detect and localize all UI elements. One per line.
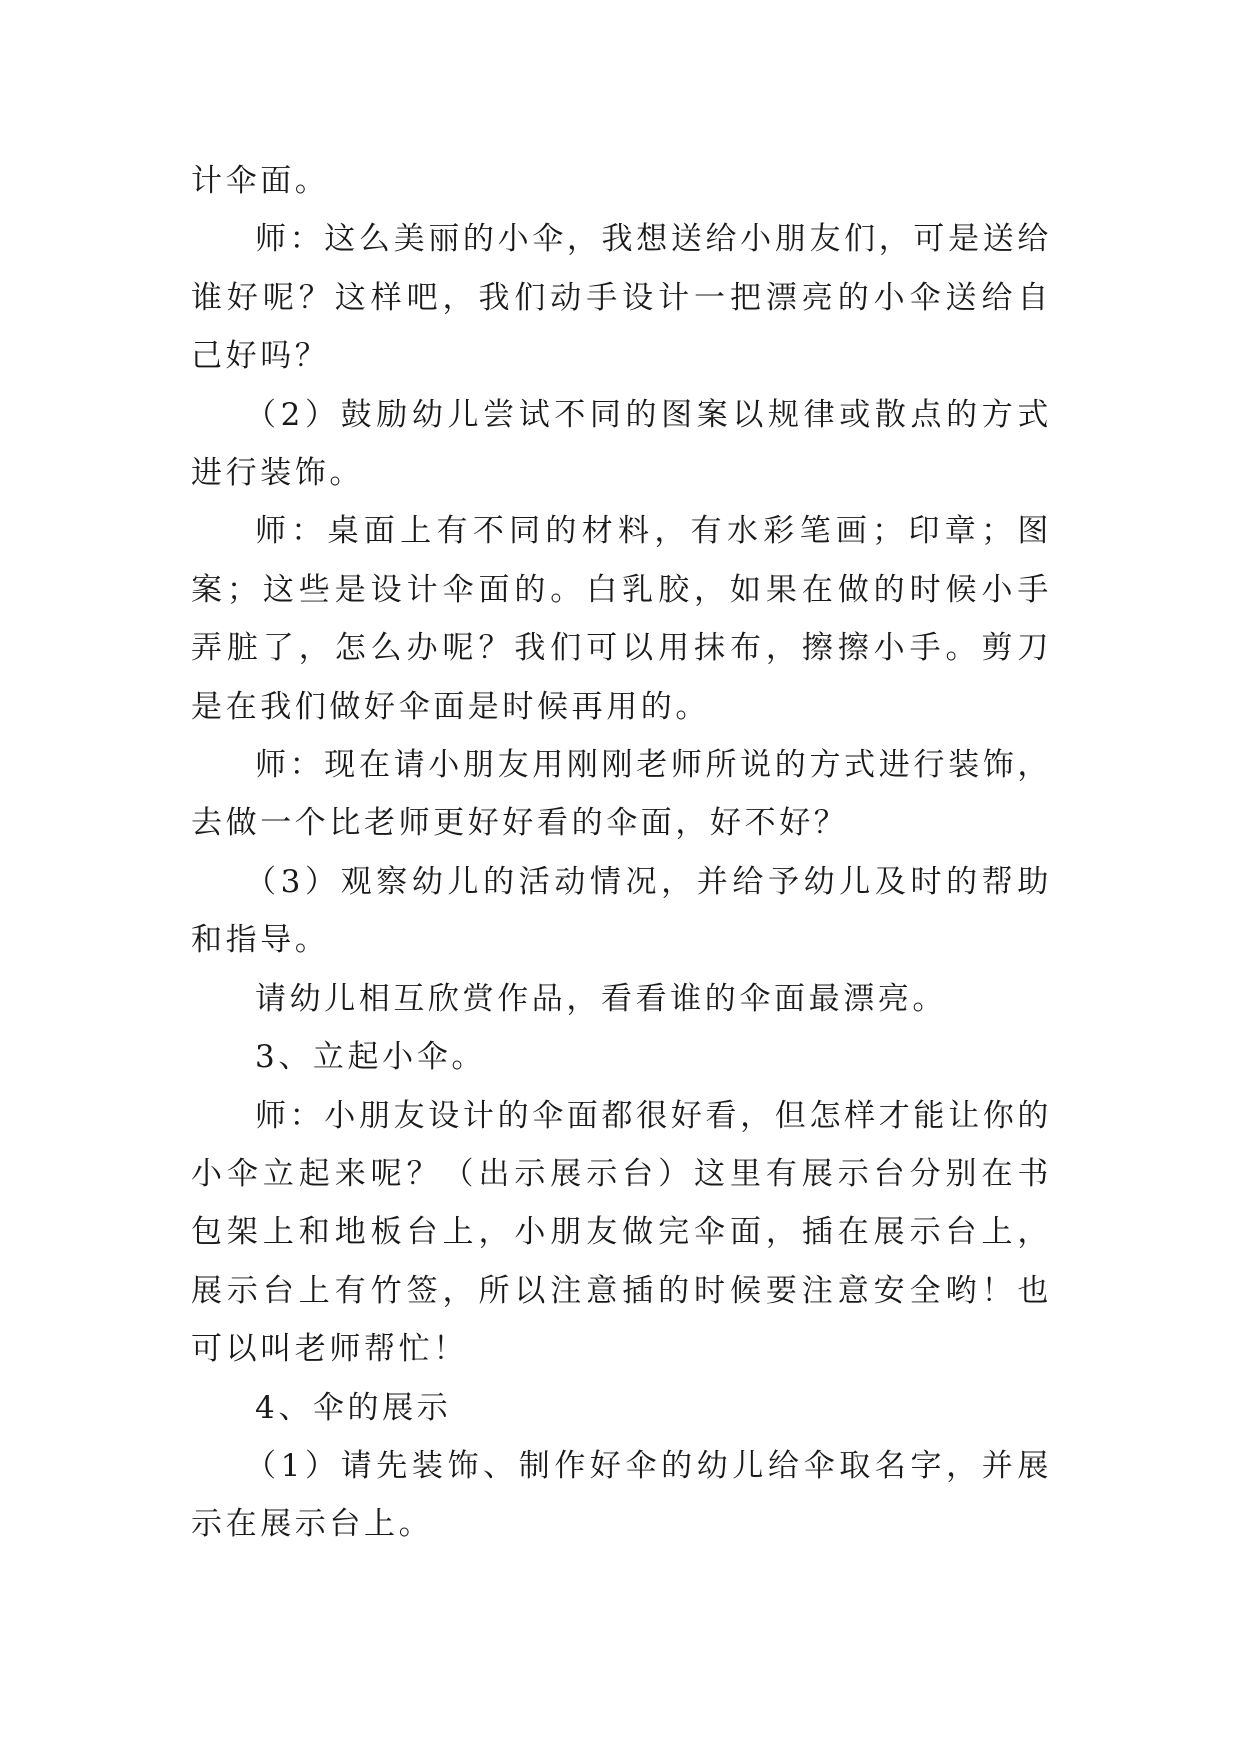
paragraph-teacher-stand-umbrella: 师：小朋友设计的伞面都很好看，但怎样才能让你的小伞立起来呢？（出示展示台）这里有展示台分别在书包架上和地板台上，小朋友做完伞面，插在展示台上，展示台上有竹签，所以注意插的时候要注意安全哟！也可以叫老师帮忙！ xyxy=(191,1097,1052,1368)
paragraph-teacher-decorate: 师：现在请小朋友用刚刚老师所说的方式进行装饰，去做一个比老师更好好看的伞面，好不好？ xyxy=(191,747,1052,842)
paragraph-appreciate-works: 请幼儿相互欣赏作品，看看谁的伞面最漂亮。 xyxy=(255,980,947,1017)
paragraph-teacher-gift-umbrella: 师：这么美丽的小伞，我想送给小朋友们，可是送给谁好呢？这样吧，我们动手设计一把漂亮的小伞送给自己好吗？ xyxy=(191,221,1052,375)
paragraph-teacher-materials: 师：桌面上有不同的材料，有水彩笔画；印章；图案；这些是设计伞面的。白乳胶，如果在做的时候小手弄脏了，怎么办呢？我们可以用抹布，擦擦小手。剪刀是在我们做好伞面是时候再用的。 xyxy=(191,513,1052,725)
section-heading-3: 3、立起小伞。 xyxy=(255,1039,486,1076)
paragraph-step-1-name-umbrella: （1）请先装饰、制作好伞的幼儿给伞取名字，并展示在展示台上。 xyxy=(191,1447,1052,1543)
paragraph-step-3-observe: （3）观察幼儿的活动情况，并给予幼儿及时的帮助和指导。 xyxy=(191,863,1052,959)
section-heading-4: 4、伞的展示 xyxy=(255,1389,452,1426)
document-body xyxy=(191,152,1052,1554)
paragraph-continuation: 计伞面。 xyxy=(191,163,330,199)
paragraph-step-2-encourage: （2）鼓励幼儿尝试不同的图案以规律或散点的方式进行装饰。 xyxy=(191,396,1052,492)
